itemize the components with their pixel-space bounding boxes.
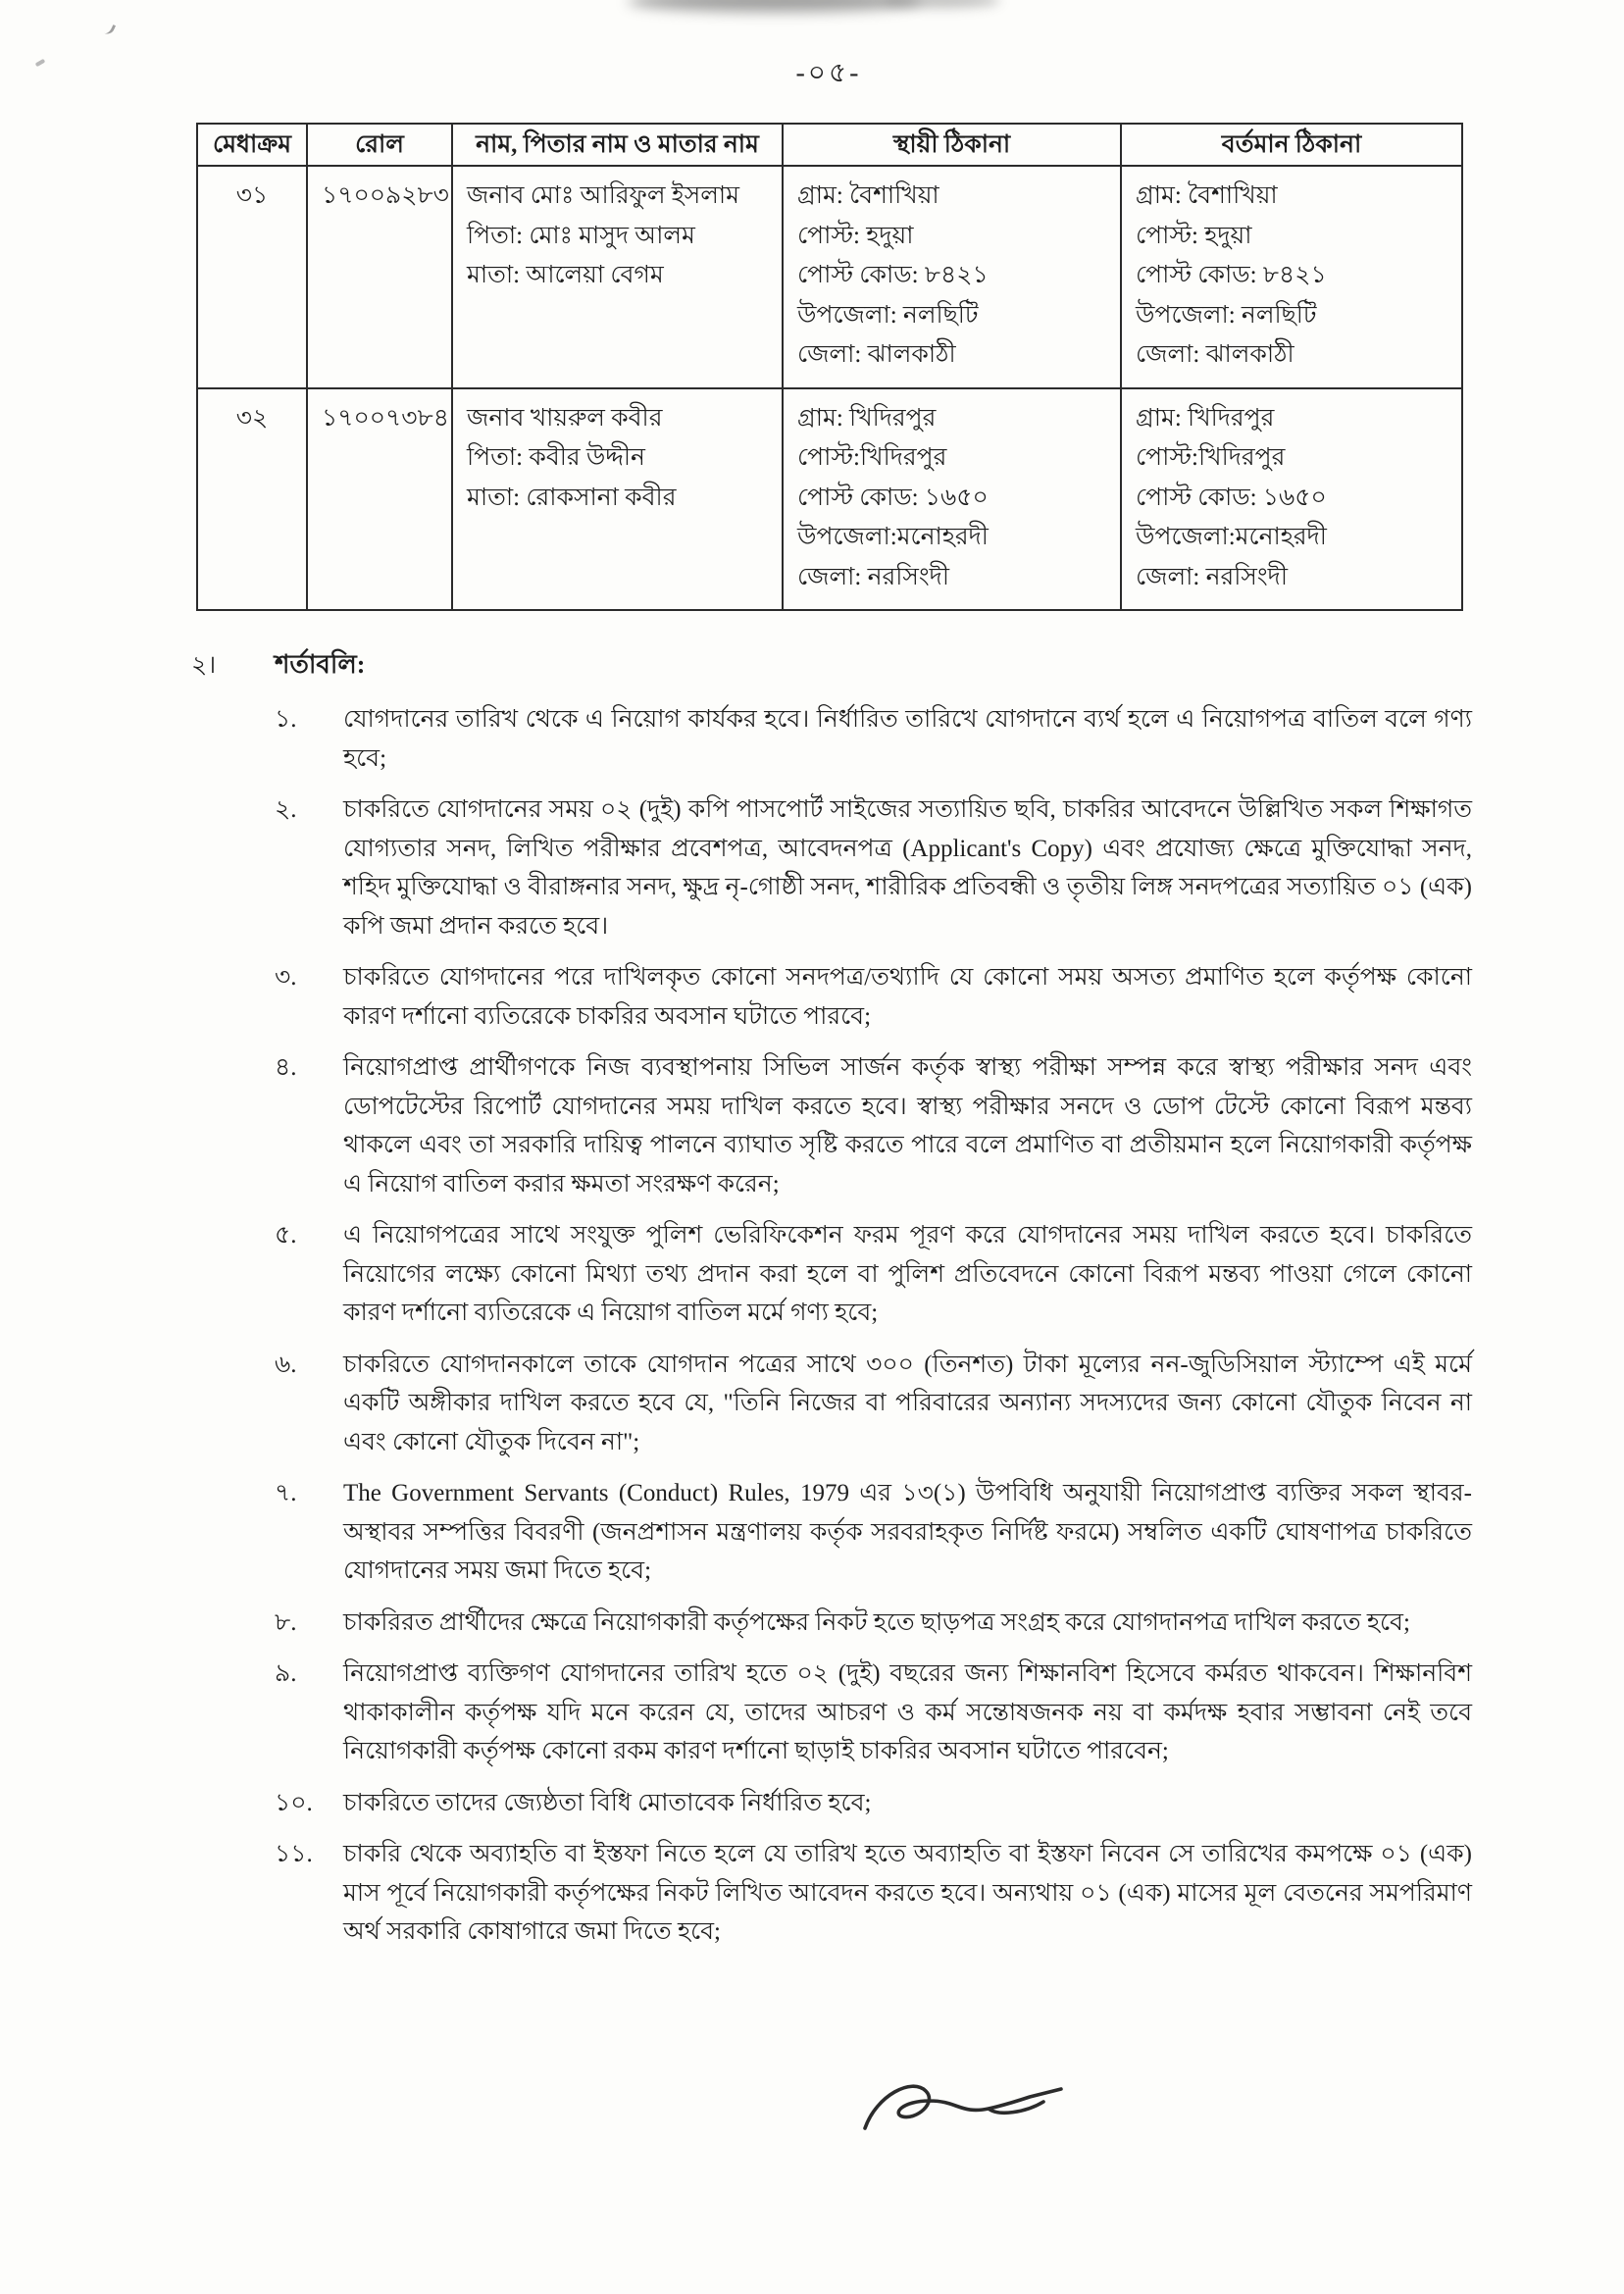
cell-line: ১৭০০৯২৮৩: [322, 182, 449, 210]
condition-text: চাকরিতে তাদের জ্যেষ্ঠতা বিধি মোতাবেক নির্ধারিত হবে;: [343, 1789, 872, 1816]
cell-line: গ্রাম: বৈশাখিয়া: [1136, 182, 1278, 210]
section-heading: [191, 644, 1478, 688]
cell-line: জেলা: নরসিংদী: [1136, 563, 1288, 590]
conditions-list: [191, 700, 1478, 1952]
condition-item: [191, 1784, 1478, 1823]
cell-line: উপজেলা: নলছিটি: [1136, 301, 1317, 329]
condition-item: [191, 1346, 1478, 1462]
cell-line: উপজেলা:মনোহরদী: [797, 524, 989, 551]
col-header-roll: রোল: [307, 124, 452, 166]
cell-line: গ্রাম: খিদিরপুর: [1136, 404, 1275, 432]
signature-stroke: [851, 2067, 1077, 2152]
condition-item: [191, 1604, 1478, 1643]
condition-item: [191, 1048, 1478, 1203]
cell-line: পোস্ট: হদুয়া: [797, 222, 914, 249]
merit-cell: [197, 388, 307, 611]
cell-line: পোস্ট কোড: ৮৪২১: [1136, 262, 1327, 289]
cell-line: জনাব খায়রুল কবীর: [467, 404, 663, 432]
conditions-section: [191, 644, 1478, 1952]
cell-line: মাতা: আলেয়া বেগম: [467, 262, 664, 289]
applicant-row: [197, 166, 1462, 388]
condition-text: নিয়োগপ্রাপ্ত প্রার্থীগণকে নিজ ব্যবস্থাপনায় সিভিল সার্জন কর্তৃক স্বাস্থ্য পরীক্ষা সম্পন্ন করে স্বাস্থ্য পরীক্ষার সনদ এবং ডোপটেস্টের রিপোর্ট যোগদানের সময় দাখিল করতে হবে। স্বাস্থ্য পরীক্ষার সনদে ও ডোপ টেস্টে কোনো বিরূপ মন্তব্য থাকলে এবং তা সরকারি দায়িত্ব পালনে ব্যাঘাত সৃষ্টি করতে পারে বলে প্রমাণিত বা প্রতীয়মান হলে নিয়োগকারী কর্তৃপক্ষ এ নিয়োগ বাতিল করার ক্ষমতা সংরক্ষণ করেন;: [343, 1054, 1472, 1198]
roll-cell: [307, 166, 452, 388]
condition-number: ৮.: [275, 1608, 297, 1636]
condition-item: [191, 1655, 1478, 1771]
condition-number: ৭.: [275, 1480, 297, 1507]
cell-line: জেলা: ঝালকাঠী: [1136, 341, 1294, 369]
cell-line: পোস্ট কোড: ৮৪২১: [797, 262, 989, 289]
cell-line: জেলা: ঝালকাঠী: [797, 341, 956, 369]
permanent-address-cell: [783, 166, 1121, 388]
signature: [851, 2067, 1077, 2152]
condition-item: [191, 1474, 1478, 1591]
present-address-cell: [1121, 166, 1462, 388]
permanent-address-cell: [783, 388, 1121, 611]
condition-number: ১০.: [275, 1789, 313, 1816]
applicant-table: [196, 123, 1463, 611]
scan-mark-artifact: [104, 23, 116, 36]
condition-text: চাকরি থেকে অব্যাহতি বা ইস্তফা নিতে হলে যে তারিখ হতে অব্যাহতি বা ইস্তফা নিবেন সে তারিখের কমপক্ষে ০১ (এক) মাস পূর্বে নিয়োগকারী কর্তৃপক্ষের নিকট লিখিত আবেদন করতে হবে। অন্যথায় ০১ (এক) মাসের মূল বেতনের সমপরিমাণ অর্থ সরকারি কোষাগারে জমা দিতে হবে;: [343, 1841, 1472, 1946]
present-address-cell: [1121, 388, 1462, 611]
condition-text: চাকরিতে যোগদানকালে তাকে যোগদান পত্রের সাথে ৩০০ (তিনশত) টাকা মূল্যের নন-জুডিসিয়াল স্ট্যাম্পে এই মর্মে একটি অঙ্গীকার দাখিল করতে হবে যে, "তিনি নিজের বা পরিবারের অন্যান্য সদস্যদের জন্য কোনো যৌতুক নিবেন না এবং কোনো যৌতুক দিবেন না";: [343, 1351, 1472, 1455]
cell-line: পোস্ট কোড: ১৬৫০: [1136, 484, 1327, 511]
section-title: শর্তাবলি:: [275, 650, 366, 680]
cell-line: গ্রাম: বৈশাখিয়া: [797, 182, 939, 210]
condition-text: যোগদানের তারিখ থেকে এ নিয়োগ কার্যকর হবে। নির্ধারিত তারিখে যোগদানে ব্যর্থ হলে এ নিয়োগপত্র বাতিল বলে গণ্য হবে;: [343, 706, 1472, 772]
cell-line: পিতা: মোঃ মাসুদ আলম: [467, 222, 695, 249]
cell-line: পোস্ট:খিদিরপুর: [797, 444, 947, 472]
cell-line: গ্রাম: খিদিরপুর: [797, 404, 937, 432]
col-header-permanent-address: স্থায়ী ঠিকানা: [783, 124, 1121, 166]
page-number: -০৫-: [795, 58, 862, 88]
condition-text: The Government Servants (Conduct) Rules, 1979 এর ১৩(১) উপবিধি অনুযায়ী নিয়োগপ্রাপ্ত ব্যক্তির সকল স্থাবর-অস্থাবর সম্পত্তির বিবরণী (জনপ্রশাসন মন্ত্রণালয় কর্তৃক সরবরাহকৃত নির্দিষ্ট ফরমে) সম্বলিত একটি ঘোষণাপত্র চাকরিতে যোগদানের সময় জমা দিতে হবে;: [343, 1480, 1472, 1585]
table-header-row: [197, 124, 1462, 166]
cell-line: ১৭০০৭৩৮৪: [322, 404, 449, 432]
applicant-table-body: [197, 166, 1462, 610]
cell-line: মাতা: রোকসানা কবীর: [467, 484, 677, 511]
cell-line: ৩২: [235, 404, 269, 432]
condition-number: ৩.: [275, 964, 297, 992]
condition-item: [191, 700, 1478, 778]
condition-text: চাকরিরত প্রার্থীদের ক্ষেত্রে নিয়োগকারী কর্তৃপক্ষের নিকট হতে ছাড়পত্র সংগ্রহ করে যোগদানপত্র দাখিল করতে হবে;: [343, 1608, 1410, 1636]
cell-line: উপজেলা:মনোহরদী: [1136, 524, 1327, 551]
cell-line: পোস্ট কোড: ১৬৫০: [797, 484, 989, 511]
condition-number: ৬.: [275, 1351, 297, 1378]
condition-item: [191, 1216, 1478, 1333]
condition-item: [191, 790, 1478, 945]
cell-line: জেলা: নরসিংদী: [797, 563, 949, 590]
applicant-row: [197, 388, 1462, 611]
col-header-merit: মেধাক্রম: [197, 124, 307, 166]
cell-line: পোস্ট:খিদিরপুর: [1136, 444, 1286, 472]
scan-mark-artifact: [35, 59, 46, 67]
condition-number: ৯.: [275, 1660, 297, 1688]
section-number: ২।: [191, 652, 217, 680]
condition-number: ১১.: [275, 1841, 313, 1868]
roll-cell: [307, 388, 452, 611]
name-cell: [452, 388, 783, 611]
merit-cell: [197, 166, 307, 388]
cell-line: উপজেলা: নলছিটি: [797, 301, 979, 329]
condition-item: [191, 1835, 1478, 1952]
condition-text: নিয়োগপ্রাপ্ত ব্যক্তিগণ যোগদানের তারিখ হতে ০২ (দুই) বছরের জন্য শিক্ষানবিশ হিসেবে কর্মরত থাকবেন। শিক্ষানবিশ থাকাকালীন কর্তৃপক্ষ যদি মনে করেন যে, তাদের আচরণ ও কর্ম সন্তোষজনক নয় বা কর্মদক্ষ হবার সম্ভাবনা নেই তবে নিয়োগকারী কর্তৃপক্ষ কোনো রকম কারণ দর্শানো ছাড়াই চাকরির অবসান ঘটাতে পারবেন;: [343, 1660, 1472, 1765]
col-header-present-address: বর্তমান ঠিকানা: [1121, 124, 1462, 166]
cell-line: জনাব মোঃ আরিফুল ইসলাম: [467, 182, 740, 210]
condition-text: এ নিয়োগপত্রের সাথে সংযুক্ত পুলিশ ভেরিফিকেশন ফরম পূরণ করে যোগদানের সময় দাখিল করতে হবে। চাকরিতে নিয়োগের লক্ষ্যে কোনো মিথ্যা তথ্য প্রদান করা হলে বা পুলিশ প্রতিবেদনে কোনো বিরূপ মন্তব্য পাওয়া গেলে কোনো কারণ দর্শানো ব্যতিরেকে এ নিয়োগ বাতিল মর্মে গণ্য হবে;: [343, 1222, 1472, 1327]
cell-line: ৩১: [235, 182, 269, 210]
name-cell: [452, 166, 783, 388]
cell-line: পিতা: কবীর উদ্দীন: [467, 444, 645, 472]
condition-item: [191, 958, 1478, 1036]
condition-number: ১.: [275, 706, 297, 734]
condition-text: চাকরিতে যোগদানের সময় ০২ (দুই) কপি পাসপোর্ট সাইজের সত্যায়িত ছবি, চাকরির আবেদনে উল্লিখিত সকল শিক্ষাগত যোগ্যতার সনদ, লিখিত পরীক্ষার প্রবেশপত্র, আবেদনপত্র (Applicant's Copy) এবং প্রযোজ্য ক্ষেত্রে মুক্তিযোদ্ধা সনদ, শহিদ মুক্তিযোদ্ধা ও বীরাঙ্গনার সনদ, ক্ষুদ্র নৃ-গোষ্ঠী সনদ, শারীরিক প্রতিবন্ধী ও তৃতীয় লিঙ্গ সনদপত্রের সত্যায়িত ০১ (এক) কপি জমা প্রদান করতে হবে।: [343, 796, 1472, 940]
condition-number: ২.: [275, 796, 297, 824]
condition-number: ৪.: [275, 1054, 297, 1082]
col-header-name: নাম, পিতার নাম ও মাতার নাম: [452, 124, 783, 166]
cell-line: পোস্ট: হদুয়া: [1136, 222, 1252, 249]
condition-number: ৫.: [275, 1222, 297, 1249]
condition-text: চাকরিতে যোগদানের পরে দাখিলকৃত কোনো সনদপত্র/তথ্যাদি যে কোনো সময় অসত্য প্রমাণিত হলে কর্তৃপক্ষ কোনো কারণ দর্শানো ব্যতিরেকে চাকরির অবসান ঘটাতে পারবে;: [343, 964, 1472, 1030]
